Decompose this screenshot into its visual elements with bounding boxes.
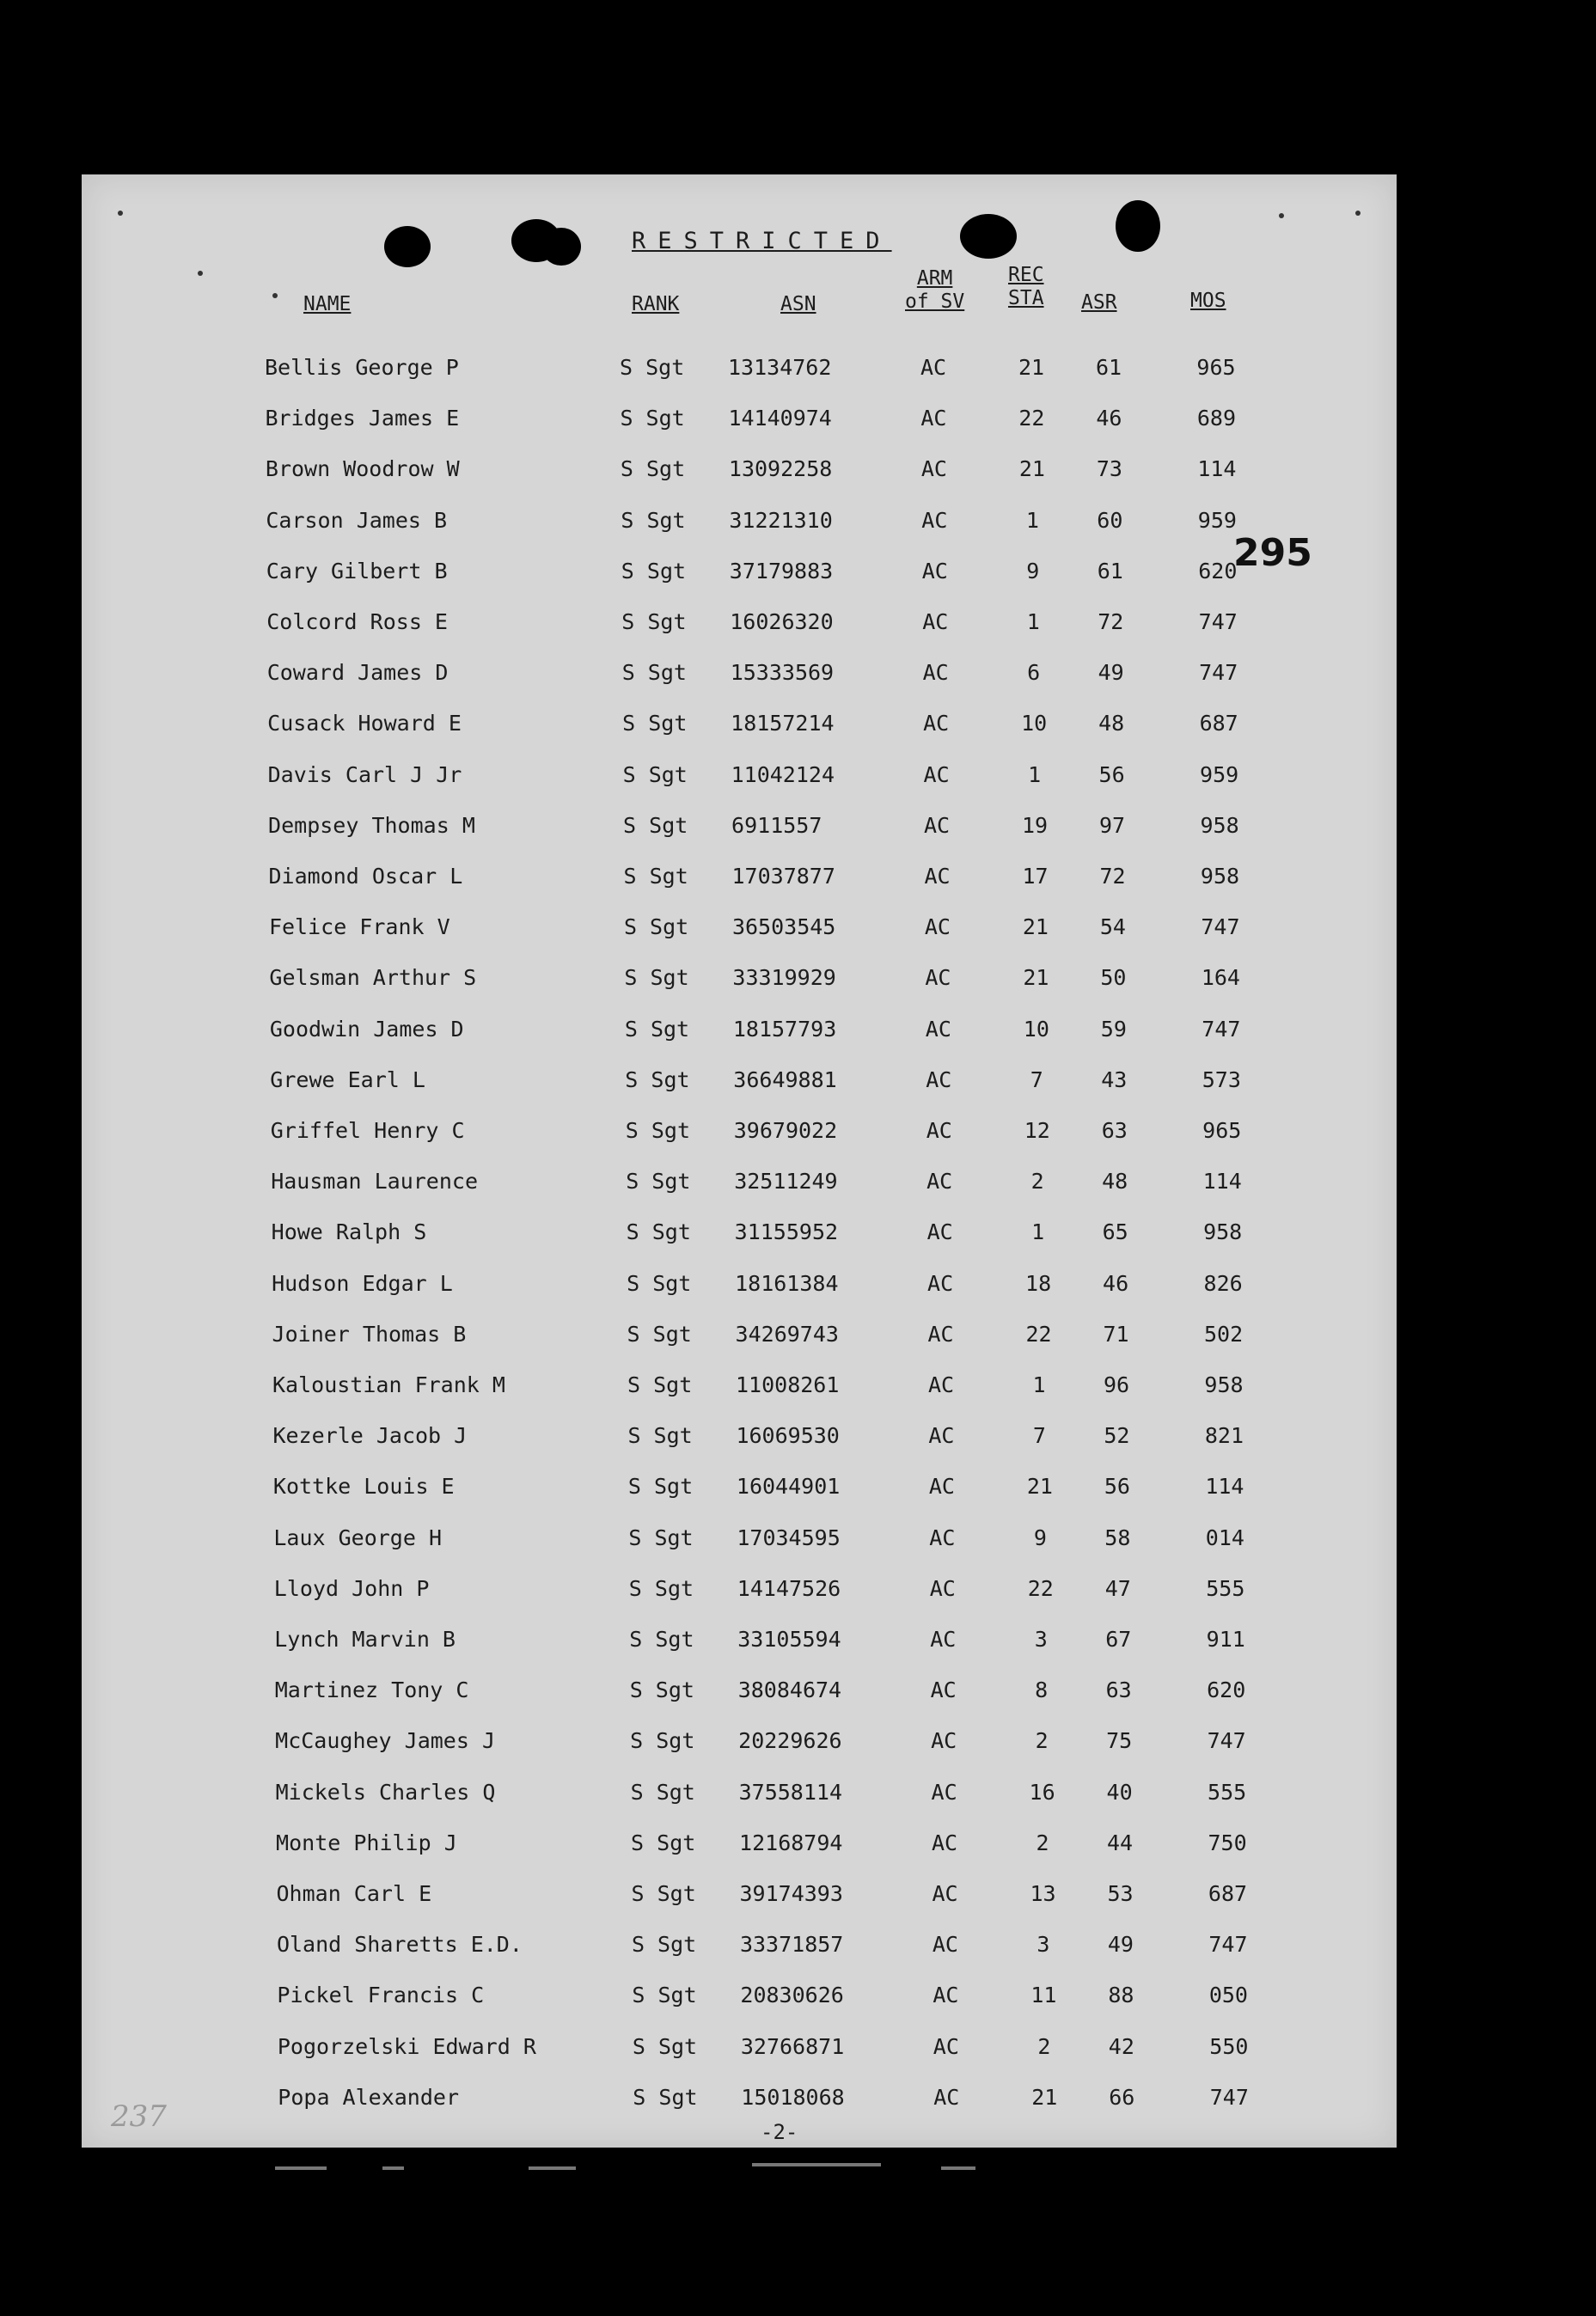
cell-asr: 72 bbox=[1099, 864, 1126, 889]
cell-asr: 65 bbox=[1102, 1219, 1128, 1245]
cell-name: Mickels Charles Q bbox=[275, 1779, 496, 1805]
table-row bbox=[82, 813, 1397, 864]
cell-name: Gelsman Arthur S bbox=[269, 965, 477, 991]
cell-rank: S Sgt bbox=[623, 864, 688, 889]
cell-mos: 965 bbox=[1196, 355, 1236, 380]
cell-name: Dempsey Thomas M bbox=[268, 812, 475, 838]
cell-asr: 48 bbox=[1102, 1169, 1128, 1195]
cell-mos: 958 bbox=[1200, 864, 1240, 889]
margin-note: 237 bbox=[111, 2099, 167, 2134]
cell-rank: S Sgt bbox=[629, 1677, 694, 1703]
table-row bbox=[82, 1525, 1397, 1576]
cell-asn: 39174393 bbox=[739, 1881, 843, 1906]
cell-asn: 38084674 bbox=[737, 1677, 842, 1703]
cell-arm-of-service: AC bbox=[931, 1728, 957, 1754]
cell-name: Lynch Marvin B bbox=[274, 1627, 456, 1652]
cell-mos: 958 bbox=[1203, 1219, 1243, 1245]
cell-asr: 88 bbox=[1108, 1983, 1134, 2008]
cell-rank: S Sgt bbox=[628, 1525, 694, 1550]
cell-rank: S Sgt bbox=[631, 1932, 697, 1958]
cell-arm-of-service: AC bbox=[932, 1881, 958, 1906]
cell-arm-of-service: AC bbox=[927, 1321, 954, 1347]
cell-rank: S Sgt bbox=[620, 456, 686, 482]
cell-name: Oland Sharetts E.D. bbox=[276, 1932, 523, 1958]
cell-arm-of-service: AC bbox=[926, 1169, 953, 1195]
cell-mos: 114 bbox=[1197, 456, 1237, 482]
cell-arm-of-service: AC bbox=[926, 1118, 952, 1143]
cell-asn: 17034595 bbox=[737, 1525, 841, 1550]
cell-arm-of-service: AC bbox=[920, 456, 947, 482]
cell-mos: 014 bbox=[1205, 1525, 1244, 1550]
cell-rec-sta: 21 bbox=[1018, 355, 1045, 380]
cell-asn: 33371857 bbox=[739, 1932, 844, 1958]
table-row bbox=[82, 355, 1397, 406]
cell-name: Ohman Carl E bbox=[276, 1881, 432, 1906]
cell-rank: S Sgt bbox=[621, 609, 687, 634]
header-rec: REC STA bbox=[1008, 264, 1044, 309]
cell-asn: 36503545 bbox=[731, 914, 836, 940]
cell-rec-sta: 1 bbox=[1028, 761, 1042, 787]
table-row bbox=[82, 1118, 1397, 1169]
cell-name: Felice Frank V bbox=[268, 914, 450, 940]
cell-rank: S Sgt bbox=[628, 1575, 694, 1601]
table-row bbox=[82, 508, 1397, 559]
cell-asn: 11042124 bbox=[731, 761, 835, 787]
cell-arm-of-service: AC bbox=[923, 812, 951, 838]
table-row bbox=[82, 660, 1397, 711]
cell-mos: 620 bbox=[1198, 558, 1238, 584]
cell-name: Howe Ralph S bbox=[271, 1219, 427, 1245]
cell-name: Hausman Laurence bbox=[271, 1169, 479, 1195]
cell-rank: S Sgt bbox=[627, 1321, 692, 1347]
restricted-stamp: RESTRICTED bbox=[632, 228, 892, 254]
cell-rec-sta: 7 bbox=[1030, 1066, 1043, 1092]
cell-name: Kottke Louis E bbox=[272, 1474, 455, 1500]
cell-mos: 550 bbox=[1209, 2033, 1249, 2059]
cell-name: Griffel Henry C bbox=[270, 1118, 465, 1143]
cell-rec-sta: 2 bbox=[1036, 1830, 1049, 1855]
cell-rank: S Sgt bbox=[620, 355, 685, 380]
cell-rec-sta: 21 bbox=[1023, 965, 1049, 991]
cell-asr: 50 bbox=[1100, 965, 1127, 991]
cell-rec-sta: 17 bbox=[1022, 864, 1049, 889]
cell-rec-sta: 16 bbox=[1029, 1779, 1055, 1805]
table-row bbox=[82, 1627, 1397, 1677]
cell-mos: 747 bbox=[1199, 660, 1238, 686]
cell-mos: 555 bbox=[1206, 1575, 1245, 1601]
cell-rank: S Sgt bbox=[625, 1066, 690, 1092]
table-row bbox=[82, 914, 1397, 965]
cell-asr: 54 bbox=[1099, 914, 1126, 940]
cell-rec-sta: 2 bbox=[1035, 1728, 1049, 1754]
cell-mos: 555 bbox=[1208, 1779, 1247, 1805]
cell-rank: S Sgt bbox=[620, 406, 685, 431]
table-row bbox=[82, 1677, 1397, 1728]
cell-name: Coward James D bbox=[266, 660, 449, 686]
table-row bbox=[82, 1169, 1397, 1219]
table-row bbox=[82, 559, 1397, 609]
cell-rank: S Sgt bbox=[631, 1830, 696, 1855]
cell-mos: 747 bbox=[1207, 1728, 1246, 1754]
cell-asr: 71 bbox=[1103, 1321, 1129, 1347]
header-name: NAME bbox=[303, 293, 352, 315]
cell-mos: 826 bbox=[1203, 1270, 1243, 1296]
table-row bbox=[82, 965, 1397, 1016]
table-row bbox=[82, 1932, 1397, 1983]
cell-mos: 747 bbox=[1202, 1016, 1241, 1042]
cell-name: Bridges James E bbox=[265, 406, 460, 431]
cell-name: Brown Woodrow W bbox=[265, 456, 460, 482]
header-asn: ASN bbox=[780, 293, 816, 315]
cell-asn: 18157214 bbox=[731, 711, 835, 736]
cell-arm-of-service: AC bbox=[926, 1219, 953, 1245]
cell-rank: S Sgt bbox=[621, 660, 687, 686]
header-asr: ASR bbox=[1081, 291, 1117, 314]
cell-rec-sta: 11 bbox=[1030, 1983, 1057, 2008]
cell-asr: 42 bbox=[1108, 2033, 1134, 2059]
header-mos: MOS bbox=[1190, 290, 1226, 312]
cell-rec-sta: 2 bbox=[1030, 1169, 1044, 1195]
cell-rec-sta: 13 bbox=[1030, 1881, 1056, 1906]
cell-rank: S Sgt bbox=[626, 1169, 691, 1195]
cell-asn: 12168794 bbox=[739, 1830, 843, 1855]
table-row bbox=[82, 1271, 1397, 1322]
cell-name: Goodwin James D bbox=[269, 1016, 464, 1042]
cell-rank: S Sgt bbox=[621, 507, 686, 533]
cell-asr: 67 bbox=[1105, 1627, 1132, 1652]
cell-asn: 16069530 bbox=[736, 1423, 840, 1449]
cell-asn: 11008261 bbox=[736, 1372, 840, 1397]
cell-name: Monte Philip J bbox=[276, 1830, 457, 1855]
table-row bbox=[82, 1219, 1397, 1270]
cell-rec-sta: 9 bbox=[1026, 558, 1040, 584]
cell-arm-of-service: AC bbox=[929, 1525, 956, 1550]
cell-mos: 958 bbox=[1200, 812, 1239, 838]
cell-rank: S Sgt bbox=[621, 558, 687, 584]
cell-rec-sta: 1 bbox=[1031, 1219, 1045, 1245]
cell-rank: S Sgt bbox=[627, 1474, 694, 1500]
cell-name: Pogorzelski Edward R bbox=[277, 2033, 536, 2059]
cell-rec-sta: 21 bbox=[1026, 1474, 1053, 1500]
cell-rank: S Sgt bbox=[630, 1779, 695, 1805]
cell-mos: 573 bbox=[1202, 1066, 1241, 1092]
cell-rec-sta: 6 bbox=[1027, 660, 1041, 686]
cell-mos: 965 bbox=[1202, 1118, 1242, 1143]
cell-rec-sta: 9 bbox=[1033, 1525, 1047, 1550]
cell-name: Kezerle Jacob J bbox=[272, 1423, 468, 1449]
cell-name: Hudson Edgar L bbox=[272, 1270, 453, 1296]
cell-rec-sta: 7 bbox=[1032, 1423, 1046, 1449]
cell-arm-of-service: AC bbox=[933, 2033, 959, 2059]
cell-asn: 14140974 bbox=[728, 406, 832, 431]
cell-rec-sta: 22 bbox=[1027, 1575, 1054, 1601]
cell-rank: S Sgt bbox=[622, 711, 688, 736]
cell-rec-sta: 21 bbox=[1018, 456, 1045, 482]
cell-asr: 44 bbox=[1106, 1830, 1134, 1855]
cell-rec-sta: 18 bbox=[1025, 1270, 1052, 1296]
table-row bbox=[82, 864, 1397, 914]
bottom-mark bbox=[275, 2166, 327, 2170]
cell-asn: 13134762 bbox=[728, 355, 832, 380]
cell-mos: 911 bbox=[1206, 1627, 1245, 1652]
cell-mos: 620 bbox=[1207, 1677, 1246, 1703]
cell-asr: 75 bbox=[1106, 1728, 1133, 1754]
cell-arm-of-service: AC bbox=[925, 965, 951, 991]
bottom-mark bbox=[941, 2166, 975, 2170]
cell-asr: 60 bbox=[1097, 507, 1123, 533]
cell-mos: 747 bbox=[1208, 1932, 1248, 1958]
table-row bbox=[82, 609, 1397, 660]
cell-asr: 59 bbox=[1100, 1016, 1127, 1042]
cell-arm-of-service: AC bbox=[926, 1066, 952, 1092]
cell-name: Carson James B bbox=[266, 507, 448, 533]
table-row bbox=[82, 1372, 1397, 1423]
cell-asn: 16026320 bbox=[730, 609, 834, 634]
cell-name: Cary Gilbert B bbox=[266, 558, 448, 584]
cell-asr: 58 bbox=[1104, 1525, 1131, 1550]
cell-asr: 61 bbox=[1097, 558, 1123, 584]
cell-arm-of-service: AC bbox=[922, 609, 949, 634]
cell-arm-of-service: AC bbox=[925, 1016, 951, 1042]
cell-mos: 114 bbox=[1202, 1169, 1242, 1195]
table-row bbox=[82, 456, 1397, 507]
cell-asn: 37558114 bbox=[738, 1779, 843, 1805]
cell-rank: S Sgt bbox=[624, 965, 689, 991]
cell-rank: S Sgt bbox=[633, 2084, 698, 2110]
cell-name: Joiner Thomas B bbox=[272, 1321, 467, 1347]
cell-name: Popa Alexander bbox=[278, 2084, 460, 2110]
cell-name: Colcord Ross E bbox=[266, 609, 448, 634]
cell-asr: 73 bbox=[1096, 456, 1122, 482]
cell-arm-of-service: AC bbox=[924, 914, 951, 940]
cell-asn: 18161384 bbox=[735, 1270, 839, 1296]
cell-rank: S Sgt bbox=[632, 1983, 697, 2008]
cell-name: Lloyd John P bbox=[273, 1575, 430, 1601]
cell-rank: S Sgt bbox=[625, 1118, 691, 1143]
cell-asr: 61 bbox=[1095, 355, 1122, 380]
cell-arm-of-service: AC bbox=[932, 1932, 958, 1958]
cell-rec-sta: 3 bbox=[1036, 1932, 1050, 1958]
cell-mos: 959 bbox=[1197, 507, 1237, 533]
cell-rank: S Sgt bbox=[631, 1881, 696, 1906]
cell-asn: 17037877 bbox=[731, 864, 835, 889]
cell-asr: 47 bbox=[1104, 1575, 1131, 1601]
cell-rank: S Sgt bbox=[630, 1728, 695, 1754]
table-row bbox=[82, 406, 1397, 456]
handwritten-annotation: 295 bbox=[1233, 531, 1312, 575]
cell-rank: S Sgt bbox=[623, 914, 689, 940]
cell-mos: 114 bbox=[1205, 1474, 1244, 1500]
cell-asn: 6911557 bbox=[731, 812, 822, 838]
cell-asn: 39679022 bbox=[733, 1118, 838, 1143]
table-row bbox=[82, 1728, 1397, 1779]
cell-asn: 36649881 bbox=[733, 1066, 837, 1092]
cell-name: McCaughey James J bbox=[275, 1728, 496, 1754]
cell-rec-sta: 22 bbox=[1018, 406, 1045, 431]
cell-mos: 687 bbox=[1208, 1881, 1248, 1906]
cell-arm-of-service: AC bbox=[931, 1779, 957, 1805]
cell-asr: 40 bbox=[1106, 1779, 1133, 1805]
header-rank: RANK bbox=[632, 293, 680, 315]
cell-asn: 31155952 bbox=[734, 1219, 839, 1245]
cell-rank: S Sgt bbox=[626, 1219, 691, 1245]
bottom-mark bbox=[752, 2163, 881, 2166]
table-row bbox=[82, 1780, 1397, 1830]
cell-rank: S Sgt bbox=[627, 1423, 693, 1449]
cell-arm-of-service: AC bbox=[923, 711, 950, 736]
cell-mos: 747 bbox=[1201, 914, 1240, 940]
cell-name: Diamond Oscar L bbox=[268, 864, 463, 889]
cell-asn: 13092258 bbox=[728, 456, 833, 482]
cell-asn: 33105594 bbox=[737, 1627, 841, 1652]
header-arm: ARM of SV bbox=[905, 267, 965, 313]
cell-rec-sta: 12 bbox=[1024, 1118, 1050, 1143]
cell-rec-sta: 10 bbox=[1023, 1016, 1049, 1042]
cell-arm-of-service: AC bbox=[928, 1474, 955, 1500]
cell-arm-of-service: AC bbox=[927, 1372, 955, 1397]
cell-asr: 52 bbox=[1104, 1423, 1130, 1449]
cell-asr: 56 bbox=[1104, 1474, 1130, 1500]
table-row bbox=[82, 2034, 1397, 2085]
cell-asn: 34269743 bbox=[735, 1321, 839, 1347]
cell-rec-sta: 1 bbox=[1025, 507, 1039, 533]
cell-mos: 689 bbox=[1196, 406, 1237, 431]
cell-asn: 15018068 bbox=[741, 2084, 845, 2110]
cell-asr: 53 bbox=[1107, 1881, 1134, 1906]
cell-asr: 56 bbox=[1098, 761, 1125, 787]
cell-arm-of-service: AC bbox=[921, 507, 948, 533]
cell-asr: 43 bbox=[1101, 1066, 1128, 1092]
cell-rec-sta: 21 bbox=[1031, 2084, 1058, 2110]
cell-name: Pickel Francis C bbox=[277, 1983, 485, 2008]
bottom-mark bbox=[529, 2166, 576, 2170]
cell-rec-sta: 19 bbox=[1021, 812, 1049, 838]
cell-rank: S Sgt bbox=[629, 1627, 694, 1652]
table-row bbox=[82, 1881, 1397, 1932]
cell-rec-sta: 10 bbox=[1021, 711, 1048, 736]
cell-arm-of-service: AC bbox=[924, 864, 951, 889]
cell-arm-of-service: AC bbox=[931, 1830, 958, 1855]
cell-asr: 63 bbox=[1105, 1677, 1132, 1703]
cell-arm-of-service: AC bbox=[920, 355, 947, 380]
table-row bbox=[82, 1830, 1397, 1881]
cell-arm-of-service: AC bbox=[930, 1627, 957, 1652]
cell-asn: 37179883 bbox=[729, 558, 834, 584]
cell-asr: 49 bbox=[1098, 660, 1124, 686]
cell-asr: 72 bbox=[1098, 609, 1124, 634]
cell-name: Kaloustian Frank M bbox=[272, 1372, 505, 1397]
cell-asr: 49 bbox=[1107, 1932, 1134, 1958]
table-row bbox=[82, 1067, 1397, 1118]
cell-arm-of-service: AC bbox=[921, 558, 948, 584]
cell-arm-of-service: AC bbox=[929, 1575, 956, 1601]
cell-asr: 63 bbox=[1101, 1118, 1128, 1143]
cell-mos: 959 bbox=[1200, 761, 1239, 787]
cell-mos: 502 bbox=[1203, 1321, 1244, 1347]
cell-name: Davis Carl J Jr bbox=[267, 761, 462, 787]
table-row bbox=[82, 1576, 1397, 1627]
table-row bbox=[82, 1423, 1397, 1474]
cell-mos: 747 bbox=[1198, 609, 1238, 634]
cell-mos: 164 bbox=[1201, 965, 1240, 991]
page-number: -2- bbox=[761, 2120, 798, 2144]
cell-asn: 20229626 bbox=[738, 1728, 842, 1754]
cell-asr: 48 bbox=[1098, 711, 1125, 736]
cell-mos: 750 bbox=[1208, 1830, 1247, 1855]
cell-arm-of-service: AC bbox=[933, 1983, 959, 2008]
cell-name: Martinez Tony C bbox=[274, 1677, 469, 1703]
cell-name: Bellis George P bbox=[265, 355, 459, 380]
cell-asr: 66 bbox=[1109, 2084, 1135, 2110]
cell-asn: 31221310 bbox=[729, 507, 833, 533]
cell-rec-sta: 1 bbox=[1026, 609, 1040, 634]
cell-asr: 46 bbox=[1096, 406, 1122, 431]
cell-arm-of-service: AC bbox=[920, 406, 947, 431]
cell-asr: 96 bbox=[1103, 1372, 1130, 1397]
cell-asn: 16044901 bbox=[736, 1474, 841, 1500]
cell-rank: S Sgt bbox=[627, 1270, 692, 1296]
cell-asn: 32766871 bbox=[740, 2033, 845, 2059]
table-row bbox=[82, 1983, 1397, 2033]
cell-asr: 46 bbox=[1103, 1270, 1129, 1296]
cell-asn: 33319929 bbox=[732, 965, 836, 991]
cell-rank: S Sgt bbox=[632, 2033, 698, 2059]
table-row bbox=[82, 1474, 1397, 1525]
cell-rank: S Sgt bbox=[622, 761, 688, 787]
cell-mos: 958 bbox=[1204, 1372, 1244, 1397]
cell-mos: 687 bbox=[1199, 711, 1238, 736]
cell-asn: 14147526 bbox=[737, 1575, 841, 1601]
cell-arm-of-service: AC bbox=[923, 761, 950, 787]
cell-arm-of-service: AC bbox=[927, 1270, 954, 1296]
cell-asn: 15333569 bbox=[730, 660, 835, 686]
document-page bbox=[82, 174, 1397, 2148]
cell-rec-sta: 8 bbox=[1035, 1677, 1049, 1703]
cell-mos: 747 bbox=[1209, 2084, 1249, 2110]
cell-rec-sta: 22 bbox=[1025, 1321, 1052, 1347]
cell-arm-of-service: AC bbox=[928, 1423, 955, 1449]
cell-rank: S Sgt bbox=[627, 1372, 693, 1397]
cell-rec-sta: 2 bbox=[1037, 2033, 1051, 2059]
cell-asr: 97 bbox=[1098, 812, 1126, 838]
cell-arm-of-service: AC bbox=[930, 1677, 957, 1703]
table-row bbox=[82, 2085, 1397, 2136]
cell-name: Cusack Howard E bbox=[267, 711, 462, 736]
cell-name: Grewe Earl L bbox=[270, 1066, 425, 1092]
cell-arm-of-service: AC bbox=[933, 2084, 960, 2110]
cell-asn: 18157793 bbox=[732, 1016, 837, 1042]
bottom-mark bbox=[382, 2166, 404, 2170]
cell-asn: 32511249 bbox=[734, 1169, 838, 1195]
cell-rec-sta: 21 bbox=[1022, 914, 1049, 940]
cell-arm-of-service: AC bbox=[922, 660, 949, 686]
table-row bbox=[82, 711, 1397, 761]
cell-mos: 050 bbox=[1208, 1983, 1248, 2008]
table-row bbox=[82, 1017, 1397, 1067]
cell-mos: 821 bbox=[1204, 1423, 1244, 1449]
cell-rank: S Sgt bbox=[624, 1016, 690, 1042]
cell-asn: 20830626 bbox=[740, 1983, 844, 2008]
table-row bbox=[82, 1322, 1397, 1372]
table-row bbox=[82, 762, 1397, 813]
cell-rank: S Sgt bbox=[623, 812, 688, 838]
cell-name: Laux George H bbox=[273, 1525, 443, 1550]
cell-rec-sta: 3 bbox=[1034, 1627, 1048, 1652]
roster-table bbox=[82, 174, 1397, 2148]
cell-rec-sta: 1 bbox=[1032, 1372, 1046, 1397]
